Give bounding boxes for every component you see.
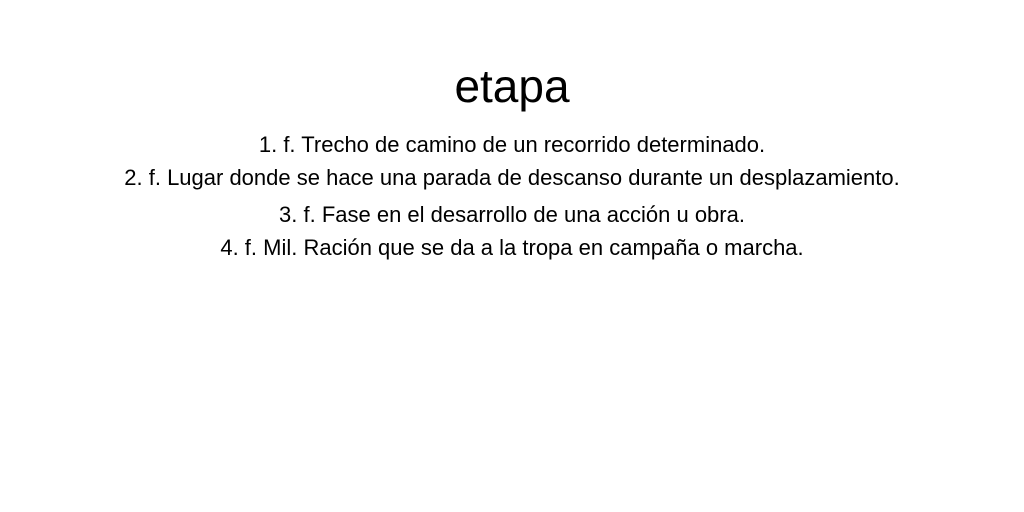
entry-word-title: etapa [454, 60, 570, 112]
definition-1: 1. f. Trecho de camino de un recorrido determinado. [258, 132, 766, 157]
definition-4: 4. f. Mil. Ración que se da a la tropa en campaña o marcha. [220, 235, 804, 260]
definitions-list [0, 128, 1024, 264]
definition-3: 3. f. Fase en el desarrollo de una acción u obra. [279, 202, 745, 227]
definition-2: 2. f. Lugar donde se hace una parada de descanso durante un desplazamiento. [124, 165, 900, 190]
